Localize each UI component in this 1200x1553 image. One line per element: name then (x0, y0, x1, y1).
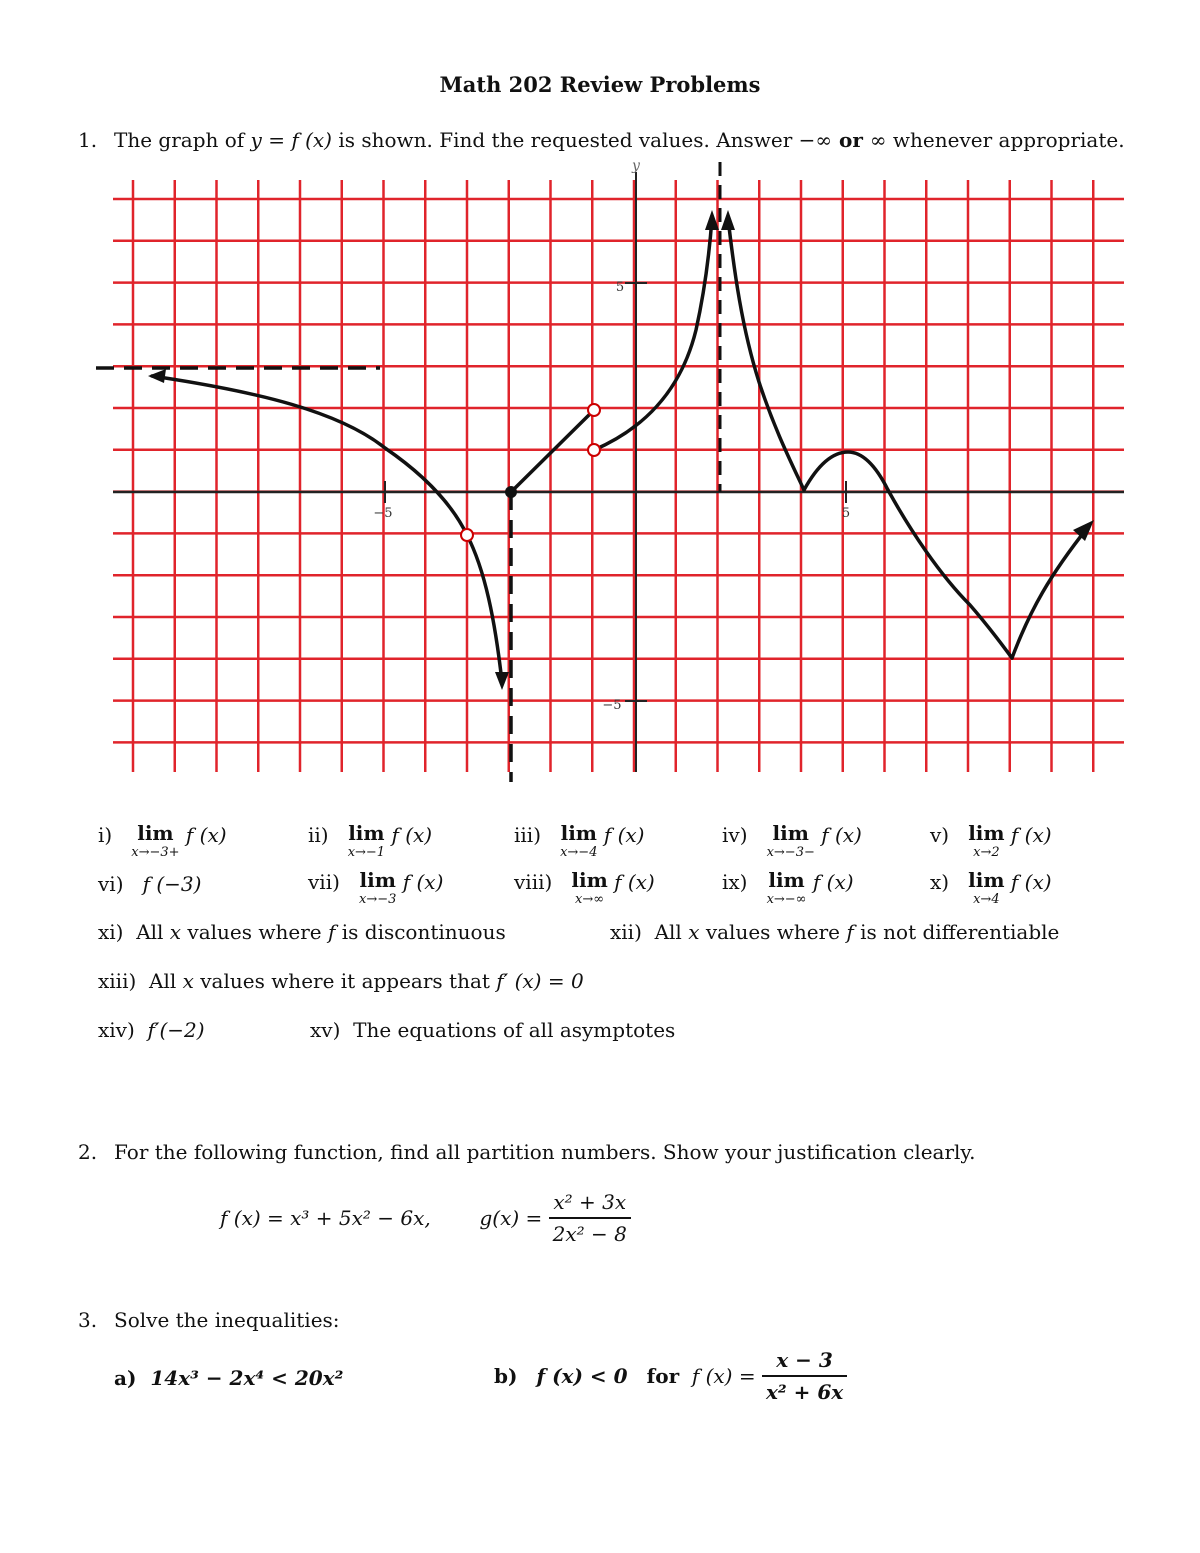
function-expr: f (−3) (142, 872, 202, 896)
part-text: is discontinuous (335, 920, 506, 944)
prompt-text: Solve the inequalities: (114, 1308, 340, 1332)
part-iv (722, 823, 862, 859)
part-vii (308, 870, 443, 906)
part-vi (98, 872, 201, 896)
part-xv (310, 1018, 675, 1042)
part-label: ii) (308, 823, 329, 847)
g-fraction (549, 1190, 631, 1246)
lim-word: lim (137, 821, 174, 845)
part-text: All (149, 969, 183, 993)
infinity: ∞ (869, 128, 887, 152)
part-xiii (98, 969, 584, 993)
x-tick-label-5: 5 (841, 506, 851, 521)
part-text: is not differentiable (853, 920, 1060, 944)
function-expr: f (x) (1010, 870, 1052, 894)
function-expr: f (x) (1010, 823, 1052, 847)
lim-subscript: x→2 (973, 845, 1000, 860)
curve-left-branch (152, 376, 502, 682)
part-label: vi) (98, 872, 124, 896)
x-tick-label-neg5: −5 (373, 506, 393, 521)
arrow-right-end (1073, 520, 1094, 541)
variable: f (327, 920, 336, 944)
variable: x (688, 920, 700, 944)
curve-rising-branch (594, 218, 712, 450)
y-tick-label-5: 5 (615, 280, 625, 295)
derivative-expr: f′(−2) (147, 1018, 205, 1042)
inequality-expr: f (x) < 0 (536, 1364, 628, 1388)
part-ix (722, 870, 854, 906)
part-text: values where (181, 920, 328, 944)
lim-word: lim (571, 868, 608, 892)
function-lhs: f (x) = (691, 1364, 756, 1388)
prompt-text: The graph of (114, 128, 251, 152)
part-label: ix) (722, 870, 748, 894)
question-2-prompt (78, 1140, 975, 1164)
neg-infinity: −∞ (798, 128, 833, 152)
curve-right-branch (1012, 527, 1088, 658)
function-expr: f (x) (391, 823, 433, 847)
function-expr: f (x) (812, 870, 854, 894)
part-label: vii) (308, 870, 340, 894)
question-3a (114, 1366, 343, 1390)
prompt-text: whenever appropriate. (886, 128, 1125, 152)
fraction-denominator: x² + 6x (765, 1380, 844, 1404)
lim-subscript: x→−3+ (131, 845, 180, 860)
lim-word: lim (359, 868, 396, 892)
question-number: 1. (78, 128, 98, 152)
function-expr: f (x) (185, 823, 227, 847)
part-i (98, 823, 227, 859)
lim-subscript: x→−1 (347, 845, 386, 860)
arrow-up-right (721, 210, 735, 230)
open-circle-point (588, 404, 600, 416)
closed-dot-point (505, 486, 517, 498)
lim-word: lim (772, 821, 809, 845)
g-function-lhs: g(x) = (479, 1206, 543, 1230)
lim-word: lim (768, 868, 805, 892)
lim-subscript: x→−3 (358, 892, 397, 907)
prompt-text: is shown. Find the requested values. Answer (331, 128, 799, 152)
part-xi (98, 920, 506, 944)
derivative-expr: f′ (x) = 0 (496, 969, 584, 993)
part-label: xi) (98, 920, 124, 944)
lim-subscript: x→−3− (766, 845, 815, 860)
part-iii (514, 823, 644, 859)
part-label: xiii) (98, 969, 137, 993)
part-label: xv) (310, 1018, 341, 1042)
question-3-prompt (78, 1308, 340, 1332)
prompt-text: For the following function, find all partition numbers. Show your justification clearly. (114, 1140, 976, 1164)
question-number: 2. (78, 1140, 98, 1164)
part-label: x) (930, 870, 950, 894)
part-v (930, 823, 1052, 859)
part-text: All (654, 920, 689, 944)
lim-word: lim (968, 821, 1005, 845)
lim-subscript: x→∞ (575, 892, 605, 907)
variable: f (846, 920, 854, 944)
lim-word: lim (968, 868, 1005, 892)
function-expr: f (x) (614, 870, 655, 894)
lim-subscript: x→4 (973, 892, 1000, 907)
part-ii (308, 823, 432, 859)
lim-subscript: x→−∞ (766, 892, 807, 907)
variable: x (182, 969, 194, 993)
or-word: or (832, 128, 870, 152)
for-word: for (646, 1364, 680, 1388)
part-text: The equations of all asymptotes (353, 1018, 676, 1042)
fraction-numerator: x² + 3x (549, 1190, 631, 1219)
red-grid (113, 180, 1124, 772)
arrow-down-end (495, 672, 509, 690)
part-label: xiv) (98, 1018, 135, 1042)
part-label: b) (494, 1364, 518, 1388)
part-label: a) (114, 1366, 137, 1390)
part-label: viii) (514, 870, 553, 894)
inequality-expr: 14x³ − 2x⁴ < 20x² (150, 1366, 344, 1390)
equation: y = f (x) (250, 128, 332, 152)
arrow-left-end (148, 369, 166, 383)
part-label: i) (98, 823, 113, 847)
part-viii (514, 870, 655, 906)
open-circle-point (588, 444, 600, 456)
part-label: iv) (722, 823, 748, 847)
function-expr: f (x) (603, 823, 645, 847)
y-axis-label: y (632, 158, 640, 174)
part-xii (610, 920, 1059, 944)
y-tick-label-neg5: −5 (602, 698, 622, 713)
fraction-numerator: x − 3 (762, 1348, 847, 1377)
variable: x (169, 920, 182, 944)
question-number: 3. (78, 1308, 98, 1332)
lim-subscript: x→−4 (560, 845, 598, 860)
function-expr: f (x) (402, 870, 444, 894)
b-fraction (762, 1348, 847, 1404)
function-expr: f (x) (821, 823, 862, 847)
part-label: v) (930, 823, 950, 847)
open-circle-point (461, 529, 473, 541)
part-text: values where (699, 920, 847, 944)
part-label: xii) (610, 920, 642, 944)
part-text: values where it appears that (193, 969, 497, 993)
f-function-expr: f (x) = x³ + 5x² − 6x, (220, 1206, 431, 1230)
question-2-functions (220, 1190, 631, 1246)
part-text: All (136, 920, 170, 944)
page-title: Math 202 Review Problems (439, 72, 761, 97)
part-x (930, 870, 1052, 906)
lim-word: lim (560, 821, 597, 845)
question-3b (494, 1348, 847, 1404)
fraction-denominator: 2x² − 8 (552, 1222, 627, 1246)
part-xiv (98, 1018, 205, 1042)
part-label: iii) (514, 823, 541, 847)
lim-word: lim (348, 821, 385, 845)
